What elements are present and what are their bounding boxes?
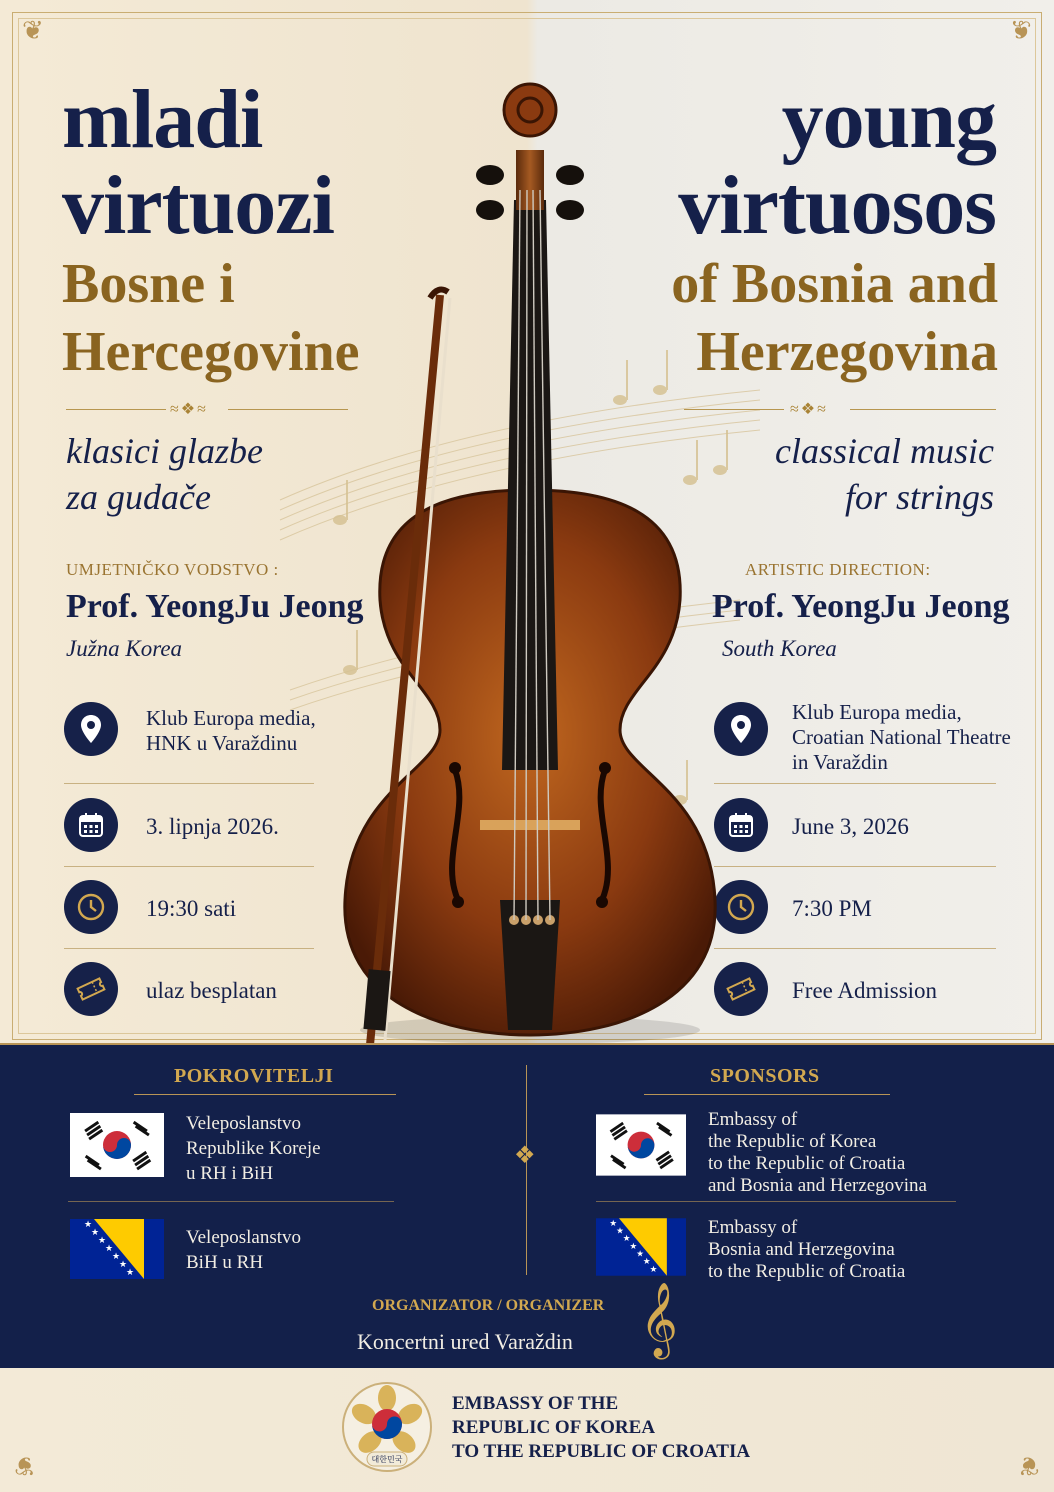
sponsor-rule-right-mid	[596, 1201, 956, 1202]
korean-flag	[596, 1113, 686, 1177]
sponsors-title-right: SPONSORS	[710, 1065, 820, 1087]
title-right-line2: virtuosos	[678, 159, 996, 252]
divider-left-3	[64, 948, 314, 949]
director-left: Prof. YeongJu Jeong	[66, 588, 364, 625]
title-left-line1: mladi	[62, 73, 263, 166]
violin-illustration	[330, 70, 730, 1045]
svg-text:★: ★	[649, 1264, 658, 1275]
tagline-left-line2: za gudače	[66, 477, 211, 517]
direction-label-right: ARTISTIC DIRECTION:	[745, 560, 931, 579]
korea-en-line2: the Republic of Korea	[708, 1131, 877, 1152]
admission-left: ulaz besplatan	[146, 978, 277, 1003]
director-right: Prof. YeongJu Jeong	[712, 588, 1010, 625]
time-left: 19:30 sati	[146, 896, 237, 921]
korea-en-line3: to the Republic of Croatia	[708, 1153, 906, 1174]
bih-en-line2: Bosnia and Herzegovina	[708, 1239, 895, 1260]
location-pin-icon	[64, 702, 118, 756]
bih-flag	[596, 1217, 686, 1277]
title-right-line1: young	[781, 73, 996, 166]
treble-clef-icon: 𝄞	[640, 1283, 678, 1357]
corner-ornament-tl: ❦	[22, 16, 44, 45]
korea-hr-line2: Republike Koreje	[186, 1138, 321, 1159]
svg-text:★: ★	[126, 1268, 135, 1278]
divider-right-1	[714, 783, 996, 784]
svg-text:★: ★	[636, 1249, 644, 1260]
footer-line3: TO THE REPUBLIC OF CROATIA	[452, 1441, 751, 1462]
venue-right-line2: Croatian National Theatre	[792, 725, 1011, 749]
organizer-label: ORGANIZATOR / ORGANIZER	[372, 1297, 605, 1314]
footer-line1: EMBASSY OF THE	[452, 1393, 619, 1414]
bih-en-line3: to the Republic of Croatia	[708, 1261, 906, 1282]
direction-label-left: UMJETNIČKO VODSTVO :	[66, 560, 279, 579]
divider-left-2	[64, 866, 314, 867]
corner-ornament-br: ❦	[1018, 1451, 1040, 1480]
country-left: Južna Korea	[66, 636, 183, 661]
svg-text:★: ★	[609, 1218, 618, 1229]
bih-en-line1: Embassy of	[708, 1217, 798, 1238]
svg-text:★: ★	[91, 1228, 100, 1238]
divider-left-1	[64, 783, 314, 784]
embassy-emblem	[340, 1380, 434, 1480]
calendar-icon	[64, 798, 118, 852]
title-left-line2: virtuozi	[62, 159, 334, 252]
svg-text:★: ★	[622, 1234, 631, 1245]
bih-hr-line2: BiH u RH	[186, 1252, 264, 1273]
venue-left-line2: HNK u Varaždinu	[146, 731, 298, 755]
subtitle-left-line1: Bosne i	[62, 253, 235, 315]
svg-text:★: ★	[84, 1220, 93, 1230]
tagline-right-line2: for strings	[844, 477, 994, 517]
rule-left-a	[66, 409, 166, 410]
corner-ornament-bl: ❦	[14, 1451, 36, 1480]
svg-text:★: ★	[105, 1244, 114, 1254]
venue-right-line3: in Varaždin	[792, 750, 888, 774]
sponsors-rule-right	[644, 1094, 890, 1095]
subtitle-left-line2: Hercegovine	[62, 321, 360, 383]
time-right: 7:30 PM	[792, 896, 872, 921]
subtitle-right-line2: Herzegovina	[696, 321, 998, 383]
footer	[0, 1368, 1054, 1492]
svg-text:★: ★	[642, 1257, 651, 1268]
center-divider	[526, 1065, 527, 1275]
svg-text:★: ★	[112, 1252, 121, 1262]
venue-right-line1: Klub Europa media,	[792, 700, 962, 724]
country-right: South Korea	[722, 636, 837, 661]
tagline-left-line1: klasici glazbe	[66, 431, 263, 471]
divider-right-2	[714, 866, 996, 867]
korea-en-line4: and Bosnia and Herzegovina	[708, 1175, 927, 1196]
sponsor-rule-left-mid	[68, 1201, 394, 1202]
admission-right: Free Admission	[792, 978, 938, 1003]
bih-hr-line1: Veleposlanstvo	[186, 1227, 302, 1248]
svg-text:★: ★	[98, 1236, 107, 1246]
organizer-name: Koncertni ured Varaždin	[357, 1329, 573, 1354]
clock-icon	[64, 880, 118, 934]
sponsors-title-left: POKROVITELJI	[174, 1065, 334, 1087]
svg-text:★: ★	[616, 1226, 624, 1237]
subtitle-right-line1: of Bosnia and	[671, 253, 998, 315]
venue-left-line1: Klub Europa media,	[146, 706, 316, 730]
korea-hr-line3: u RH i BiH	[186, 1163, 274, 1184]
rule-right-b	[850, 409, 996, 410]
date-left: 3. lipnja 2026.	[146, 814, 279, 839]
ornament-left: ≈❖≈	[170, 401, 208, 418]
divider-right-3	[714, 948, 996, 949]
ornament-right: ≈❖≈	[790, 401, 828, 418]
korean-flag	[70, 1113, 164, 1177]
emblem-text: 대한민국	[371, 1455, 403, 1464]
sponsors-rule-left	[134, 1094, 396, 1095]
bih-flag	[70, 1219, 164, 1279]
center-ornament: ❖	[514, 1143, 536, 1169]
corner-ornament-tr: ❦	[1010, 16, 1032, 45]
svg-text:★: ★	[119, 1260, 128, 1270]
sponsors-band	[0, 1043, 1054, 1370]
ticket-icon	[64, 962, 118, 1016]
svg-text:★: ★	[629, 1241, 638, 1252]
date-right: June 3, 2026	[792, 814, 909, 839]
tagline-right-line1: classical music	[775, 431, 994, 471]
korea-en-line1: Embassy of	[708, 1109, 798, 1130]
footer-line2: REPUBLIC OF KOREA	[452, 1417, 656, 1438]
korea-hr-line1: Veleposlanstvo	[186, 1113, 302, 1134]
